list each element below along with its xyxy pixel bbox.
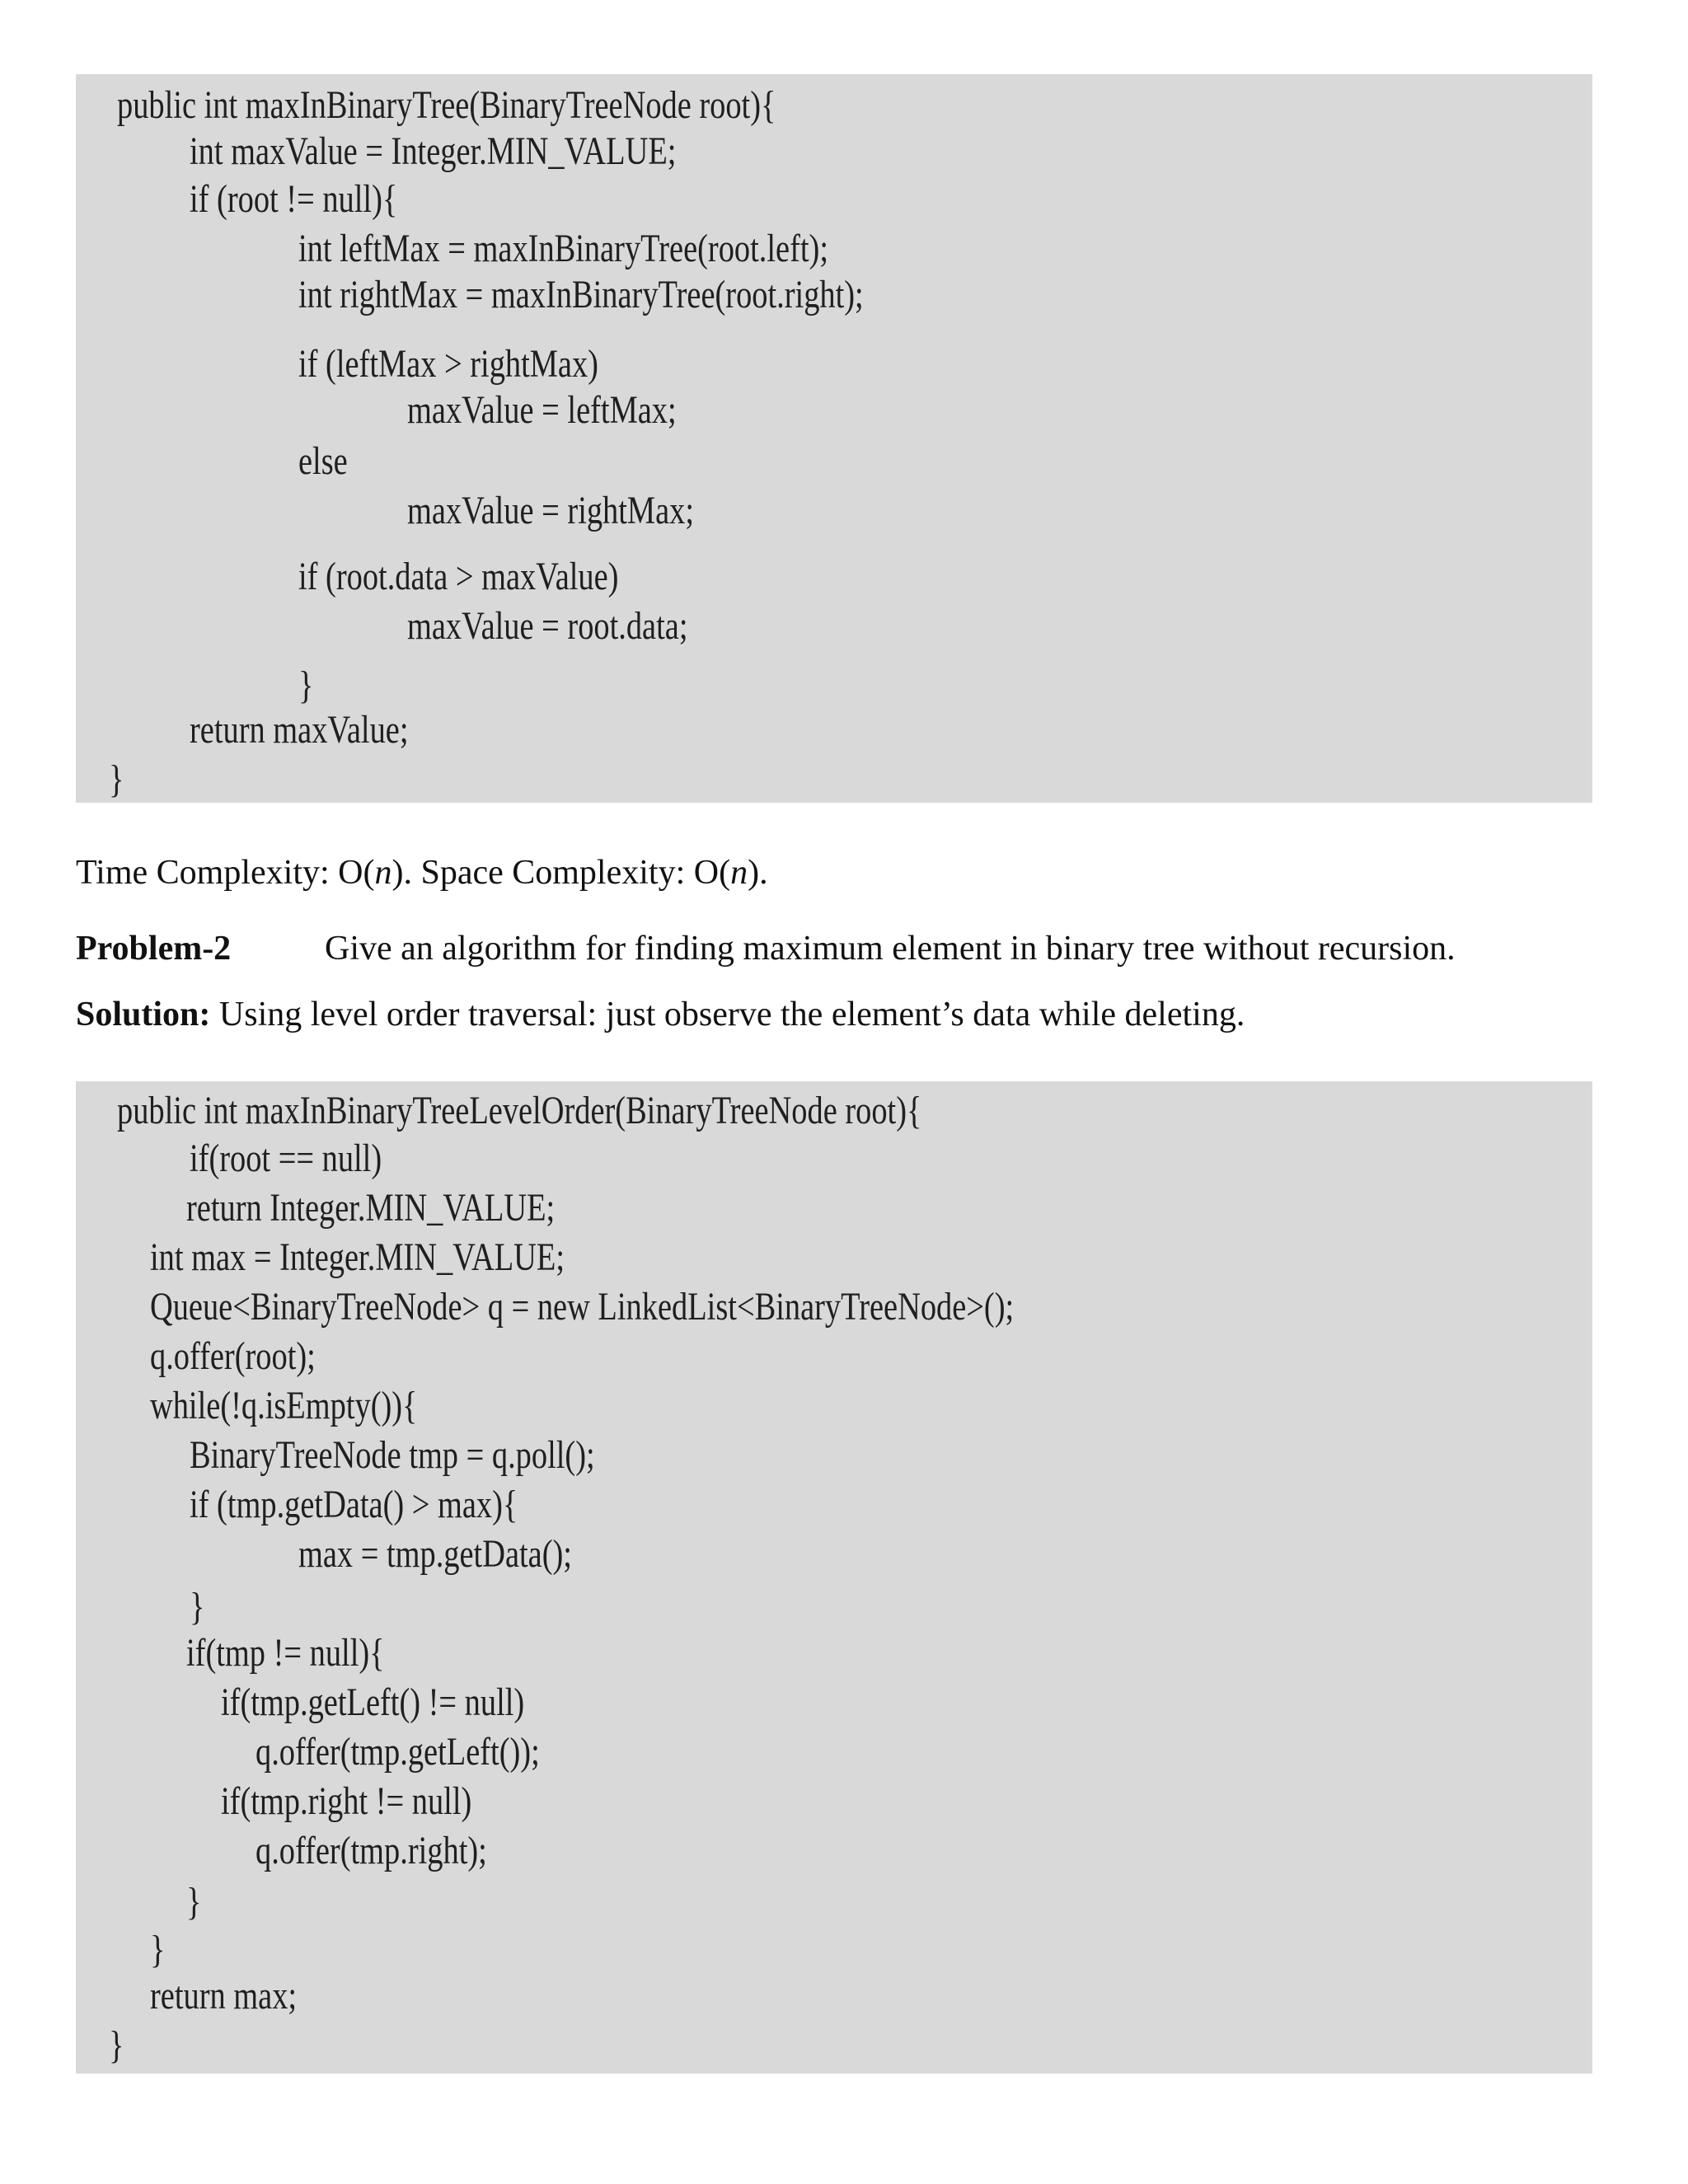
code-line: BinaryTreeNode tmp = q.poll(); xyxy=(190,1433,595,1477)
code-line: if (tmp.getData() > max){ xyxy=(190,1483,518,1526)
code-line: int maxValue = Integer.MIN_VALUE; xyxy=(190,129,677,173)
code-line: if(root == null) xyxy=(190,1137,382,1180)
code-line: else xyxy=(298,439,348,483)
code-line: int rightMax = maxInBinaryTree(root.right); xyxy=(298,273,864,316)
code-line: q.offer(root); xyxy=(150,1334,316,1378)
code-line: } xyxy=(150,1928,166,1971)
code-line: if(tmp != null){ xyxy=(186,1631,385,1675)
solution-statement xyxy=(76,994,1245,1035)
code-line: } xyxy=(298,663,314,707)
code-line: int leftMax = maxInBinaryTree(root.left); xyxy=(298,227,829,270)
code-line: return maxValue; xyxy=(190,708,409,752)
problem-statement xyxy=(76,928,1456,969)
code-line: public int maxInBinaryTree(BinaryTreeNode root){ xyxy=(117,83,776,127)
complexity-text: Time Complexity: O(n). Space Complexity: O(n). xyxy=(76,854,768,892)
code-line: if (root.data > maxValue) xyxy=(298,555,619,598)
code-line: if(tmp.right != null) xyxy=(221,1779,472,1823)
code-line: return max; xyxy=(150,1974,298,2018)
code-line: return Integer.MIN_VALUE; xyxy=(186,1186,556,1230)
code-line: public int maxInBinaryTreeLevelOrder(BinaryTreeNode root){ xyxy=(117,1089,922,1132)
solution-label: Solution: xyxy=(76,996,211,1033)
code-line: } xyxy=(190,1585,205,1629)
code-line: q.offer(tmp.right); xyxy=(256,1829,487,1872)
code-line: int max = Integer.MIN_VALUE; xyxy=(150,1235,565,1279)
code-line: if(tmp.getLeft() != null) xyxy=(221,1680,525,1724)
code-line: } xyxy=(186,1880,202,1924)
code-line: maxValue = root.data; xyxy=(407,604,688,648)
code-block-recursive xyxy=(76,74,1592,803)
code-line: } xyxy=(109,757,124,801)
code-line: max = tmp.getData(); xyxy=(298,1532,572,1576)
problem-label: Problem-2 xyxy=(76,930,232,968)
code-line: if (leftMax > rightMax) xyxy=(298,342,598,386)
code-line: } xyxy=(109,2023,124,2067)
code-line: while(!q.isEmpty()){ xyxy=(150,1384,418,1427)
code-block-level-order xyxy=(76,1081,1592,2074)
code-line: maxValue = rightMax; xyxy=(407,489,694,532)
code-line: q.offer(tmp.getLeft()); xyxy=(256,1730,540,1774)
problem-text: Give an algorithm for finding maximum element in binary tree without recursion. xyxy=(325,930,1456,968)
code-line: if (root != null){ xyxy=(190,177,398,221)
solution-text: Using level order traversal: just observe the element’s data while deleting. xyxy=(210,996,1245,1033)
code-line: maxValue = leftMax; xyxy=(407,388,677,432)
code-line: Queue<BinaryTreeNode> q = new LinkedList<BinaryTreeNode>(); xyxy=(150,1285,1015,1329)
